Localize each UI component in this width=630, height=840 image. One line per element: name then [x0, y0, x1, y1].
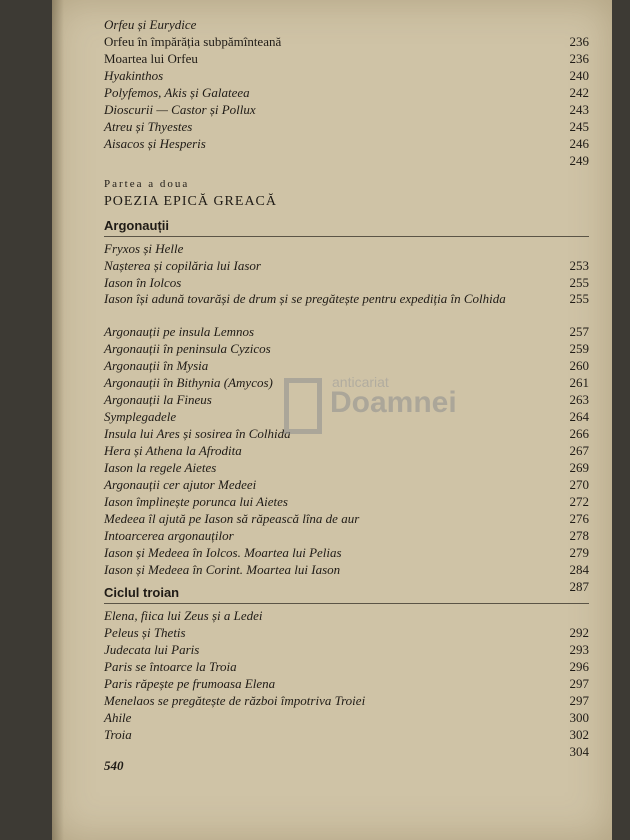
toc-entry-title: Orfeu și Eurydice	[104, 17, 197, 32]
toc-entry-title: Paris se întoarce la Troia	[104, 659, 237, 674]
toc-entry-page: 270	[569, 477, 589, 492]
toc-entry-title: Argonauții la Fineus	[104, 392, 212, 407]
toc-entry-title: Hyakinthos	[104, 68, 164, 83]
toc-entry-title: Argonauții în Bithynia (Amycos)	[104, 375, 273, 390]
toc-entry	[104, 527, 589, 544]
toc-entry-page: 287	[569, 579, 589, 594]
toc-entry-page: 297	[569, 676, 589, 691]
toc-entry	[104, 274, 589, 291]
toc-entry	[104, 101, 589, 118]
toc-entry-page: 261	[569, 375, 589, 390]
toc-entry-page: 293	[569, 642, 589, 657]
toc-entry-title: Orfeu în împărăția subpămînteană	[104, 34, 282, 49]
toc-entry-title: Peleus și Thetis	[104, 625, 186, 640]
toc-entry-page: 259	[569, 341, 589, 356]
part-title: POEZIA EPICĂ GREACĂ	[104, 194, 278, 209]
toc-entry-page: 253	[569, 258, 589, 273]
toc-entry-page: 245	[569, 119, 589, 134]
toc-entry-title: Aisacos și Hesperis	[104, 136, 206, 151]
toc-entry	[104, 743, 589, 760]
toc-entry	[104, 607, 589, 624]
book-icon	[284, 378, 322, 434]
toc-entry-page: 255	[569, 291, 589, 306]
toc-entry-page: 296	[569, 659, 589, 674]
toc-entry	[104, 118, 589, 135]
toc-entry-page: 243	[569, 102, 589, 117]
toc-entry-title: Nașterea și copilăria lui Iasor	[104, 258, 261, 273]
toc-entry-title: Intoarcerea argonauților	[104, 528, 234, 543]
toc-entry-page: 302	[569, 727, 589, 742]
toc-entry	[104, 459, 589, 476]
toc-entry-page: 276	[569, 511, 589, 526]
toc-entry-page: 263	[569, 392, 589, 407]
toc-entry	[104, 291, 589, 323]
toc-entry-page: 279	[569, 545, 589, 560]
toc-entry-page: 304	[569, 744, 589, 759]
toc-entry	[104, 561, 589, 578]
toc-entry-page: 269	[569, 460, 589, 475]
toc-entry-title: Ahile	[104, 710, 132, 725]
toc-entry-title: Iason împlinește porunca lui Aietes	[104, 494, 288, 509]
toc-entry	[104, 135, 589, 152]
toc-entry	[104, 152, 589, 169]
toc-entry	[104, 67, 589, 84]
toc-entry-page: 297	[569, 693, 589, 708]
toc-block-myths	[104, 16, 589, 169]
toc-entry-title: Argonauții cer ajutor Medeei	[104, 477, 257, 492]
toc-entry	[104, 323, 589, 340]
toc-entry-title: Troia	[104, 727, 132, 742]
toc-entry-title: Elena, fiica lui Zeus și a Ledei	[104, 608, 263, 623]
book-page	[52, 0, 612, 840]
toc-entry-page: 236	[569, 34, 589, 49]
toc-entry	[104, 641, 589, 658]
toc-entry-page: 260	[569, 358, 589, 373]
toc-entry-title: Iason și Medeea în Corint. Moartea lui Iason	[104, 562, 341, 577]
toc-entry	[104, 16, 589, 33]
toc-entry-title: Fryxos și Helle	[104, 241, 184, 256]
section-heading-argonauts: Argonauții	[104, 218, 169, 233]
watermark-logo	[284, 372, 484, 442]
toc-entry-page: 267	[569, 443, 589, 458]
toc-entry-page: 292	[569, 625, 589, 640]
toc-entry-title: Dioscurii — Castor și Pollux	[104, 102, 256, 117]
toc-entry	[104, 33, 589, 50]
toc-entry-page: 278	[569, 528, 589, 543]
toc-entry	[104, 709, 589, 726]
watermark-big-text: Doamnei	[330, 386, 457, 419]
toc-entry-page: 264	[569, 409, 589, 424]
toc-entry	[104, 692, 589, 709]
toc-entry-page: 242	[569, 85, 589, 100]
toc-entry-page: 266	[569, 426, 589, 441]
toc-entry-title: Argonauții în Mysia	[104, 358, 209, 373]
toc-entry-title: Iason la regele Aietes	[104, 460, 217, 475]
toc-entry-title: Paris răpește pe frumoasa Elena	[104, 676, 276, 691]
page-number: 540	[104, 758, 124, 773]
toc-entry-page: 236	[569, 51, 589, 66]
toc-entry-page: 240	[569, 68, 589, 83]
toc-entry-title: Medeea îl ajută pe Iason să răpească lîna de aur	[104, 511, 360, 526]
toc-entry-page: 257	[569, 324, 589, 339]
toc-entry	[104, 624, 589, 641]
toc-entry	[104, 442, 589, 459]
toc-entry-title: Symplegadele	[104, 409, 177, 424]
toc-entry	[104, 476, 589, 493]
toc-entry	[104, 658, 589, 675]
toc-entry	[104, 510, 589, 527]
toc-entry-page: 284	[569, 562, 589, 577]
part-label: Partea a doua	[104, 178, 190, 190]
toc-entry-title: Menelaos se pregătește de război împotriva Troiei	[104, 693, 366, 708]
toc-entry	[104, 493, 589, 510]
toc-entry	[104, 340, 589, 357]
toc-entry-title: Polyfemos, Akis și Galateea	[104, 85, 250, 100]
toc-entry	[104, 84, 589, 101]
toc-entry-title: Iason și Medeea în Iolcos. Moartea lui Pelias	[104, 545, 342, 560]
toc-entry-title: Argonauții pe insula Lemnos	[104, 324, 255, 339]
toc-entry	[104, 257, 589, 274]
toc-entry	[104, 726, 589, 743]
toc-entry-title: Iason își adună tovarăși de drum și se pregătește pentru expediția în Colhida	[104, 291, 506, 306]
section-rule	[104, 603, 589, 604]
toc-entry-page: 300	[569, 710, 589, 725]
toc-entry-page: 272	[569, 494, 589, 509]
toc-entry-title: Hera și Athena la Afrodita	[104, 443, 242, 458]
toc-entry-title: Judecata lui Paris	[104, 642, 200, 657]
section-heading-trojan: Ciclul troian	[104, 585, 180, 600]
toc-entry-title: Moartea lui Orfeu	[104, 51, 198, 66]
watermark-small-text: anticariat	[332, 374, 389, 390]
toc-entry-page: 246	[569, 136, 589, 151]
toc-entry-page: 255	[569, 275, 589, 290]
toc-entry	[104, 675, 589, 692]
toc-entry-title: Iason în Iolcos	[104, 275, 182, 290]
toc-entry	[104, 50, 589, 67]
toc-entry-title: Atreu și Thyestes	[104, 119, 193, 134]
toc-block-trojan	[104, 607, 589, 760]
toc-entry-title: Insula lui Ares și sosirea în Colhida	[104, 426, 291, 441]
section-rule	[104, 236, 589, 237]
toc-entry	[104, 544, 589, 561]
toc-entry-title: Argonauții în peninsula Cyzicos	[104, 341, 271, 356]
toc-entry-page: 249	[569, 153, 589, 168]
toc-entry	[104, 240, 589, 257]
